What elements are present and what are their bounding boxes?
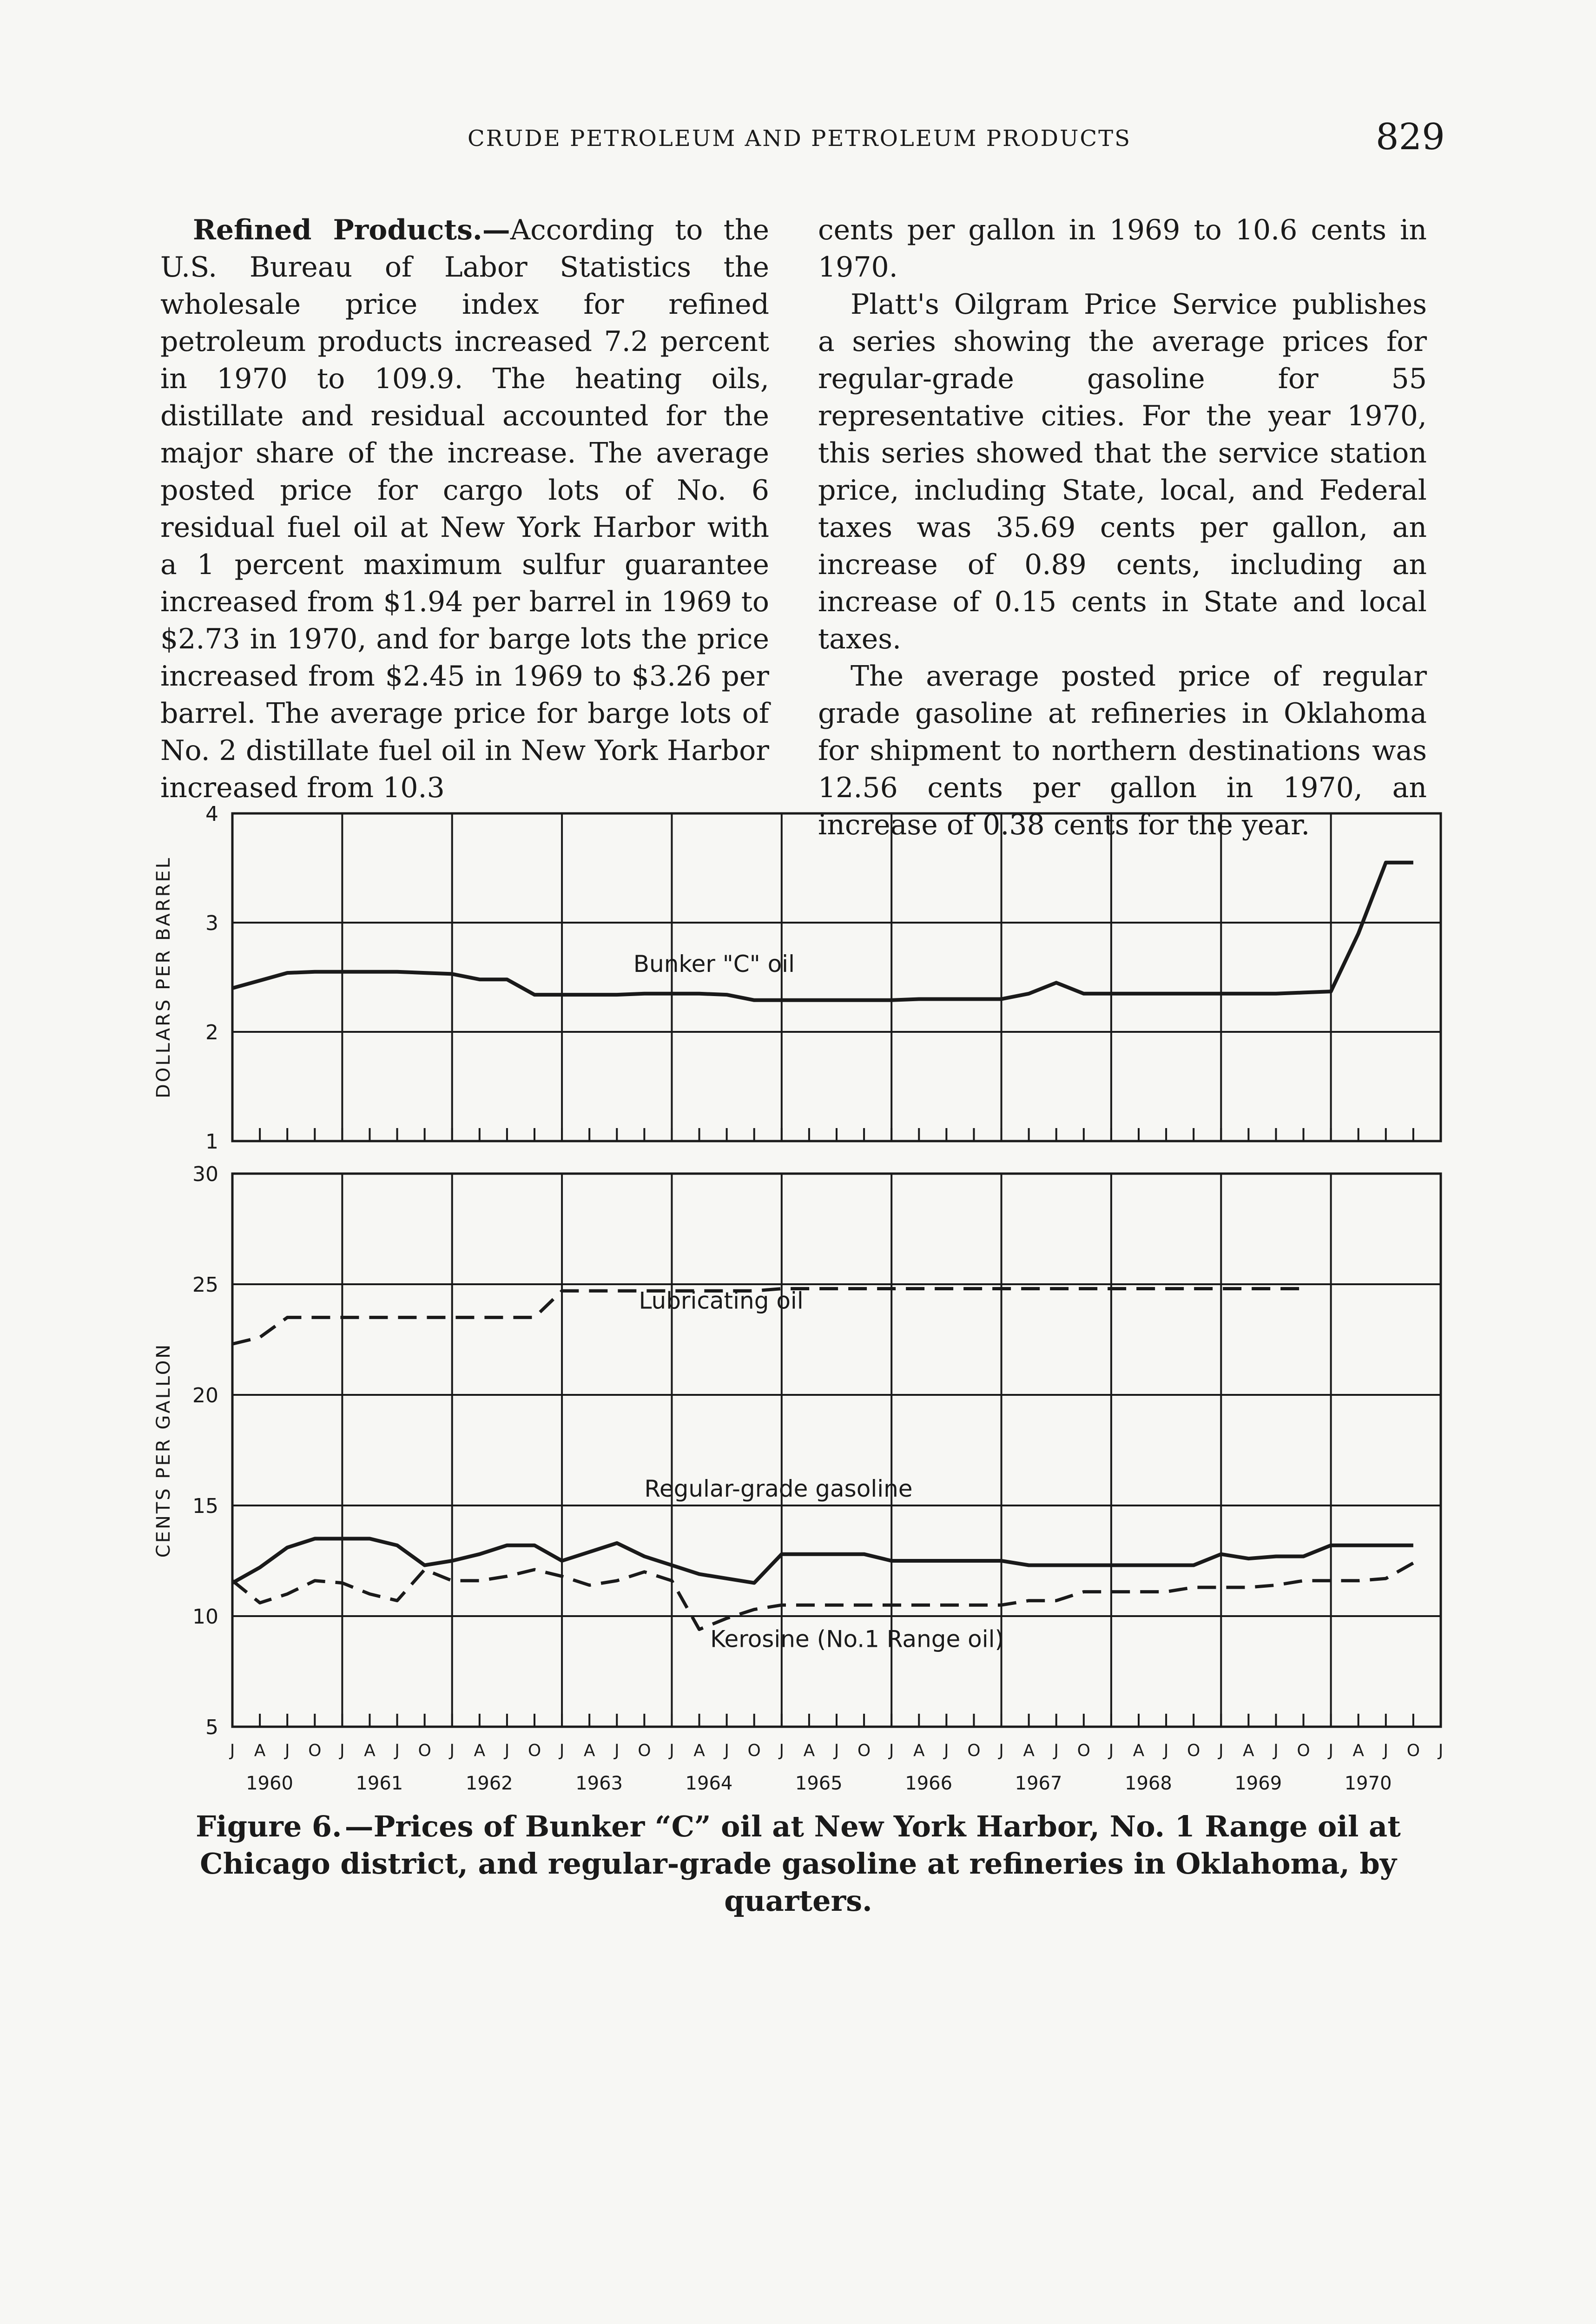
paragraph-platts: Platt's Oilgram Price Service publishes a series showing the average prices for regular-grade gasoline for 55 representative cities. For the year 1970, this series showed that the service station price, including State, local, and Federal taxes was 35.69 cents per gallon, an increase of 0.89 cents, including an increase of 0.15 cents in State and local taxes. bbox=[818, 288, 1427, 655]
x-tick-label: A bbox=[1023, 1741, 1035, 1760]
series-label-regular-grade-gasoline: Regular-grade gasoline bbox=[644, 1475, 913, 1502]
y-tick-label: 30 bbox=[192, 1162, 218, 1186]
x-tick-label: O bbox=[528, 1741, 541, 1760]
year-label: 1968 bbox=[1125, 1773, 1172, 1794]
y-tick-label: 4 bbox=[205, 802, 218, 826]
x-tick-label: J bbox=[559, 1741, 565, 1760]
x-tick-label: O bbox=[967, 1741, 981, 1760]
chart-panel-dollars bbox=[153, 802, 1441, 1154]
x-tick-label: J bbox=[614, 1741, 620, 1760]
caption-text: —Prices of Bunker “C” oil at New York Harbor, No. 1 Range oil at Chicago district, and regular-grade gasoline at refineries in Oklahoma, by quarters. bbox=[200, 1809, 1401, 1918]
plot-frame bbox=[232, 813, 1441, 1141]
x-tick-label: J bbox=[779, 1741, 785, 1760]
x-tick-label: O bbox=[1406, 1741, 1420, 1760]
chart-panel-cents bbox=[153, 1162, 1443, 1794]
year-label: 1964 bbox=[685, 1773, 733, 1794]
x-tick-label: A bbox=[803, 1741, 815, 1760]
y-tick-label: 5 bbox=[205, 1716, 218, 1739]
x-tick-label: O bbox=[1077, 1741, 1090, 1760]
x-tick-label: A bbox=[254, 1741, 266, 1760]
series-line-kerosine-no-1-range-oil bbox=[232, 1563, 1413, 1630]
x-tick-label: A bbox=[583, 1741, 595, 1760]
year-label: 1960 bbox=[246, 1773, 293, 1794]
section-heading: Refined Products.— bbox=[193, 214, 510, 246]
x-tick-label: J bbox=[999, 1741, 1004, 1760]
y-tick-label: 20 bbox=[192, 1384, 218, 1407]
y-tick-label: 3 bbox=[205, 911, 218, 935]
x-tick-label: J bbox=[1383, 1741, 1389, 1760]
series-line-regular-grade-gasoline bbox=[232, 1538, 1413, 1583]
caption-label: Figure 6. bbox=[196, 1809, 342, 1843]
x-tick-label: J bbox=[1273, 1741, 1279, 1760]
series-label-lubricating-oil: Lubricating oil bbox=[639, 1287, 804, 1314]
year-label: 1969 bbox=[1234, 1773, 1282, 1794]
x-tick-label: J bbox=[504, 1741, 510, 1760]
x-tick-label: A bbox=[1352, 1741, 1365, 1760]
x-tick-label: J bbox=[1438, 1741, 1444, 1760]
year-label: 1966 bbox=[905, 1773, 953, 1794]
year-label: 1970 bbox=[1344, 1773, 1392, 1794]
y-axis-label: CENTS PER GALLON bbox=[153, 1342, 174, 1558]
x-tick-label: A bbox=[1243, 1741, 1254, 1760]
x-tick-label: A bbox=[693, 1741, 705, 1760]
y-tick-label: 25 bbox=[192, 1273, 218, 1297]
x-tick-label: J bbox=[284, 1741, 290, 1760]
page-number: 829 bbox=[1376, 116, 1445, 158]
x-tick-label: J bbox=[1328, 1741, 1333, 1760]
year-label: 1967 bbox=[1015, 1773, 1062, 1794]
x-tick-label: A bbox=[1133, 1741, 1145, 1760]
y-tick-label: 15 bbox=[192, 1494, 218, 1518]
x-tick-label: J bbox=[449, 1741, 455, 1760]
y-tick-label: 1 bbox=[205, 1130, 218, 1154]
x-tick-label: J bbox=[1218, 1741, 1224, 1760]
year-label: 1961 bbox=[356, 1773, 403, 1794]
x-tick-label: J bbox=[944, 1741, 949, 1760]
figure-caption bbox=[160, 1808, 1436, 1920]
running-header: CRUDE PETROLEUM AND PETROLEUM PRODUCTS bbox=[467, 125, 1132, 152]
x-tick-label: J bbox=[1108, 1741, 1114, 1760]
x-tick-label: O bbox=[1187, 1741, 1200, 1760]
x-tick-label: J bbox=[395, 1741, 400, 1760]
paragraph-text: According to the U.S. Bureau of Labor Statistics the wholesale price index for refined petroleum products increased 7.2 percent in 1970 to 109.9. The heating oils, distillate and residual accounted for the major share of the increase. The average posted price for cargo lots of No. 6 residual fuel oil at New York Harbor with a 1 percent maximum sulfur guarantee increased from $1.94 per barrel in 1969 to $2.73 in 1970, and for barge lots the price increased from $2.45 in 1969 to $3.26 per barrel. The average price for barge lots of No. 2 distillate fuel oil in New York Harbor increased from 10.3 bbox=[160, 214, 769, 804]
x-tick-label: O bbox=[638, 1741, 651, 1760]
paragraph-oklahoma: The average posted price of regular grade gasoline at refineries in Oklahoma for shipment to northern destinations was 12.56 cents per gallon in 1970, an increase of 0.38 cents for the year. bbox=[818, 660, 1427, 841]
year-label: 1962 bbox=[465, 1773, 513, 1794]
x-tick-label: O bbox=[418, 1741, 431, 1760]
series-line-bunker-c-oil bbox=[232, 863, 1413, 1000]
x-tick-label: A bbox=[474, 1741, 486, 1760]
x-tick-label: J bbox=[1163, 1741, 1169, 1760]
x-tick-label: J bbox=[724, 1741, 729, 1760]
series-label-kerosine-no-1-range-oil: Kerosine (No.1 Range oil) bbox=[710, 1625, 1004, 1653]
year-label: 1965 bbox=[795, 1773, 843, 1794]
y-axis-label: DOLLARS PER BARREL bbox=[153, 856, 174, 1098]
x-tick-label: O bbox=[308, 1741, 322, 1760]
x-tick-label: J bbox=[889, 1741, 894, 1760]
series-label-bunker-c: Bunker "C" oil bbox=[633, 950, 795, 977]
x-tick-label: J bbox=[230, 1741, 235, 1760]
x-tick-label: A bbox=[364, 1741, 376, 1760]
x-tick-label: J bbox=[834, 1741, 839, 1760]
x-tick-label: A bbox=[913, 1741, 925, 1760]
x-tick-label: J bbox=[340, 1741, 345, 1760]
year-label: 1963 bbox=[575, 1773, 623, 1794]
x-tick-label: O bbox=[1297, 1741, 1310, 1760]
x-tick-label: O bbox=[857, 1741, 871, 1760]
x-tick-label: J bbox=[1054, 1741, 1059, 1760]
paragraph-continuation: cents per gallon in 1969 to 10.6 cents in 1970. bbox=[818, 214, 1427, 284]
y-tick-label: 10 bbox=[192, 1605, 218, 1629]
y-tick-label: 2 bbox=[205, 1021, 218, 1044]
x-tick-label: J bbox=[669, 1741, 674, 1760]
x-tick-label: O bbox=[747, 1741, 761, 1760]
